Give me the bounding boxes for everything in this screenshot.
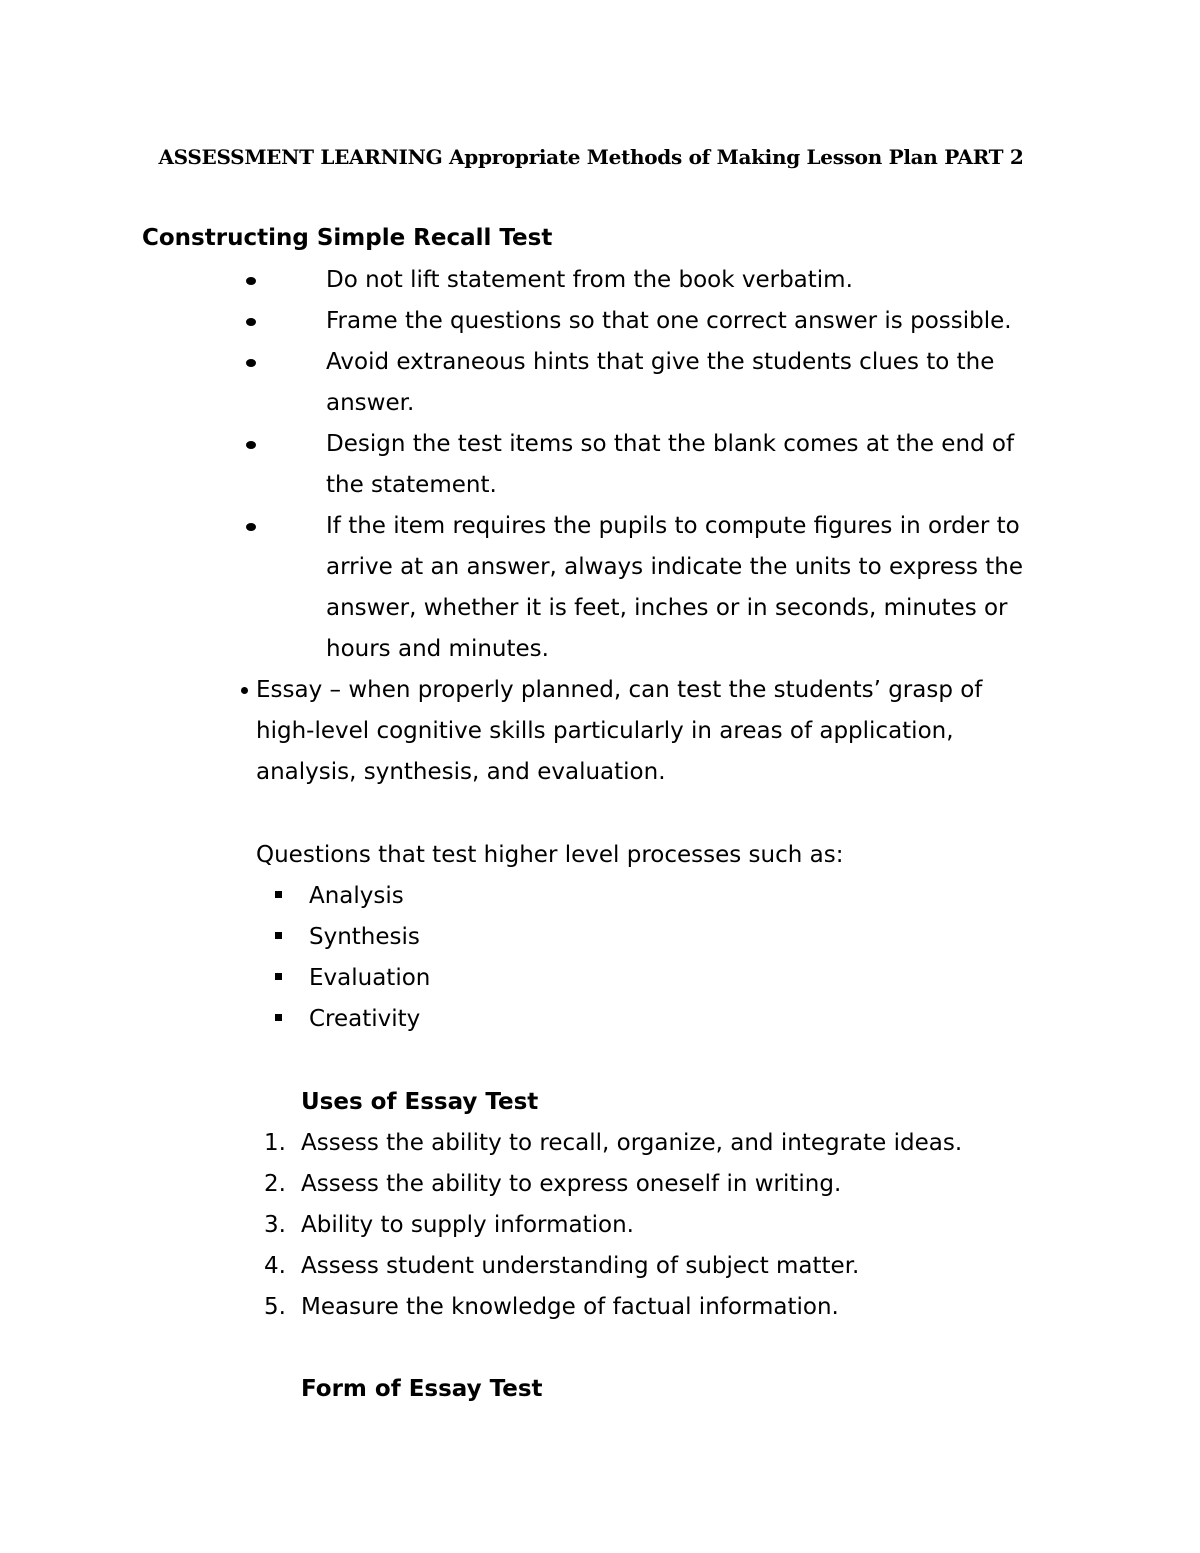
recall-item-5-line-3: answer, whether it is feet, inches or in seconds, minutes or	[326, 595, 1008, 621]
use-item: Assess the ability to express oneself in writing.	[301, 1171, 842, 1197]
process-item: Evaluation	[309, 965, 431, 991]
document-title: ASSESSMENT LEARNING Appropriate Methods of Making Lesson Plan PART 2	[158, 145, 1024, 169]
recall-item-5-line-4: hours and minutes.	[326, 636, 549, 662]
uses-heading: Uses of Essay Test	[301, 1089, 539, 1115]
bullet-icon	[241, 687, 248, 694]
section-heading: Constructing Simple Recall Test	[142, 225, 553, 251]
process-item: Synthesis	[309, 924, 420, 950]
recall-item-4-line-2: the statement.	[326, 472, 497, 498]
use-item: Assess the ability to recall, organize, and integrate ideas.	[301, 1130, 963, 1156]
square-bullet-icon	[275, 973, 282, 980]
recall-item-3-line-1: Avoid extraneous hints that give the students clues to the	[326, 349, 995, 375]
list-number: 4.	[264, 1253, 286, 1279]
essay-line-1: Essay – when properly planned, can test the students’ grasp of	[256, 677, 983, 703]
recall-item-1: Do not lift statement from the book verbatim.	[326, 267, 853, 293]
process-item: Creativity	[309, 1006, 421, 1032]
recall-item-2: Frame the questions so that one correct answer is possible.	[326, 308, 1012, 334]
square-bullet-icon	[275, 891, 282, 898]
square-bullet-icon	[275, 932, 282, 939]
bullet-icon	[246, 277, 256, 285]
list-number: 1.	[264, 1130, 286, 1156]
list-number: 5.	[264, 1294, 286, 1320]
form-heading: Form of Essay Test	[301, 1376, 543, 1402]
essay-line-2: high-level cognitive skills particularly in areas of application,	[256, 718, 954, 744]
use-item: Ability to supply information.	[301, 1212, 634, 1238]
recall-item-5-line-1: If the item requires the pupils to compute figures in order to	[326, 513, 1020, 539]
list-number: 2.	[264, 1171, 286, 1197]
process-item: Analysis	[309, 883, 404, 909]
bullet-icon	[246, 523, 256, 531]
essay-line-3: analysis, synthesis, and evaluation.	[256, 759, 666, 785]
bullet-icon	[246, 441, 256, 449]
bullet-icon	[246, 359, 256, 367]
use-item: Measure the knowledge of factual information.	[301, 1294, 839, 1320]
recall-item-3-line-2: answer.	[326, 390, 415, 416]
recall-item-4-line-1: Design the test items so that the blank comes at the end of	[326, 431, 1015, 457]
use-item: Assess student understanding of subject matter.	[301, 1253, 860, 1279]
questions-intro: Questions that test higher level processes such as:	[256, 842, 844, 868]
recall-item-5-line-2: arrive at an answer, always indicate the units to express the	[326, 554, 1024, 580]
bullet-icon	[246, 318, 256, 326]
square-bullet-icon	[275, 1014, 282, 1021]
list-number: 3.	[264, 1212, 286, 1238]
